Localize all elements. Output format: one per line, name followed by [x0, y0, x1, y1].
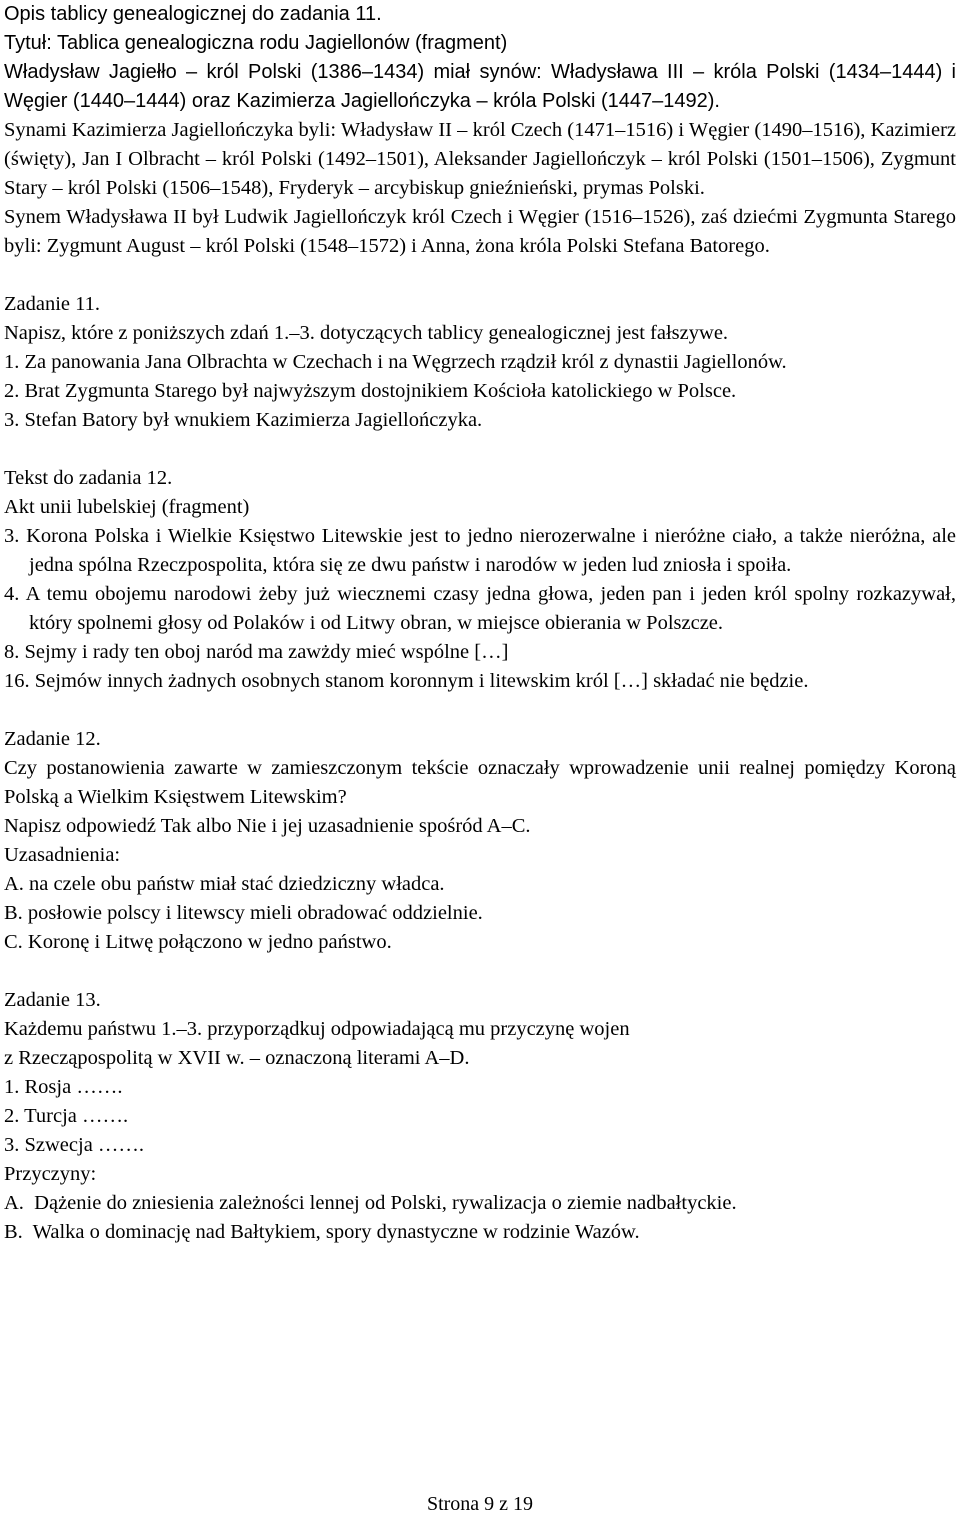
page	[4, 0, 956, 1247]
union-act-article-4: 4. A temu obojemu narodowi żeby już wiecznemi czasy jedna głowa, jeden pan i jeden król spolny rozkazywał, który spolnemi głosy od Polaków i od Litwy obran, w miejsce obierania w Polszcze.	[4, 583, 956, 634]
task13-state-1: 1. Rosja …….	[4, 1076, 123, 1098]
genealogy-heading: Opis tablicy genealogicznej do zadania 11.	[4, 3, 382, 25]
task13-state-3: 3. Szwecja …….	[4, 1134, 145, 1156]
spacer	[4, 435, 956, 464]
task13-instruction-line-2: z Rzecząpospolitą w XVII w. – oznaczoną literami A–D.	[4, 1047, 470, 1069]
task12-reasons-label: Uzasadnienia:	[4, 844, 121, 866]
union-act-article-16: 16. Sejmów innych żadnych osobnych stanom koronnym i litewskim król […] składać nie będzie.	[4, 670, 809, 692]
task13-title: Zadanie 13.	[4, 989, 101, 1011]
task11-item-2: 2. Brat Zygmunta Starego był najwyższym dostojnikiem Kościoła katolickiego w Polsce.	[4, 380, 737, 402]
task11-title: Zadanie 11.	[4, 293, 101, 315]
task12-title: Zadanie 12.	[4, 728, 101, 750]
text12-title: Akt unii lubelskiej (fragment)	[4, 496, 250, 518]
task13-causes-label: Przyczyny:	[4, 1163, 97, 1185]
task11-item-1: 1. Za panowania Jana Olbrachta w Czechach i na Węgrzech rządził król z dynastii Jagiellonów.	[4, 351, 787, 373]
task12-reason-c: C. Koronę i Litwę połączono w jedno państwo.	[4, 931, 392, 953]
genealogy-paragraph-2: Synami Kazimierza Jagiellończyka byli: Władysław II – król Czech (1471–1516) i Węgier (1490–1516), Kazimierz (święty), Jan I Olbracht – król Polski (1492–1501), Aleksander Jagiellończyk – król Polski (1501–1506), Zygmunt Stary – król Polski (1506–1548), Fryderyk – arcybiskup gnieźnieński, prymas Polski.	[4, 119, 956, 199]
task12-reason-b: B. posłowie polscy i litewscy mieli obradować oddzielnie.	[4, 902, 483, 924]
spacer	[4, 261, 956, 290]
task13-state-2: 2. Turcja …….	[4, 1105, 129, 1127]
union-act-article-3: 3. Korona Polska i Wielkie Księstwo Litewskie jest to jedno nierozerwalne i nieróżne ciało, a także nieróżna, ale jedna spólna Rzeczpospolita, która się ze dwu państw i narodów w jeden lud zniosła i spoiła.	[4, 525, 956, 576]
genealogy-paragraph-1: Władysław Jagiełło – król Polski (1386–1434) miał synów: Władysława III – króla Polski (1434–1444) i Węgier (1440–1444) oraz Kazimierza Jagiellończyka – króla Polski (1447–1492).	[4, 61, 956, 112]
text12-heading: Tekst do zadania 12.	[4, 467, 173, 489]
task11-item-3: 3. Stefan Batory był wnukiem Kazimierza Jagiellończyka.	[4, 409, 483, 431]
spacer	[4, 957, 956, 986]
task12-question: Czy postanowienia zawarte w zamieszczonym tekście oznaczały wprowadzenie unii realnej pomiędzy Koroną Polską a Wielkim Księstwem Litewskim?	[4, 757, 956, 808]
task13-instruction-line-1: Każdemu państwu 1.–3. przyporządkuj odpowiadającą mu przyczynę wojen	[4, 1018, 630, 1040]
task12-instruction: Napisz odpowiedź Tak albo Nie i jej uzasadnienie spośród A–C.	[4, 815, 531, 837]
task12-reason-a: A. na czele obu państw miał stać dziedziczny władca.	[4, 873, 445, 895]
spacer	[4, 696, 956, 725]
task11-instruction: Napisz, które z poniższych zdań 1.–3. dotyczących tablicy genealogicznej jest fałszywe.	[4, 322, 729, 344]
union-act-article-8: 8. Sejmy i rady ten oboj naród ma zawżdy mieć wspólne […]	[4, 641, 509, 663]
page-number: Strona 9 z 19	[426, 1493, 534, 1515]
genealogy-paragraph-3: Synem Władysława II był Ludwik Jagiellończyk król Czech i Węgier (1516–1526), zaś dziećmi Zygmunta Starego byli: Zygmunt August – król Polski (1548–1572) i Anna, żona króla Polski Stefana Batorego.	[4, 206, 956, 257]
genealogy-title: Tytuł: Tablica genealogiczna rodu Jagiellonów (fragment)	[4, 32, 508, 54]
task13-cause-a: A. Dążenie do zniesienia zależności lennej od Polski, rywalizacja o ziemie nadbałtyckie.	[4, 1192, 737, 1214]
task13-cause-b: B. Walka o dominację nad Bałtykiem, spory dynastyczne w rodzinie Wazów.	[4, 1221, 640, 1243]
